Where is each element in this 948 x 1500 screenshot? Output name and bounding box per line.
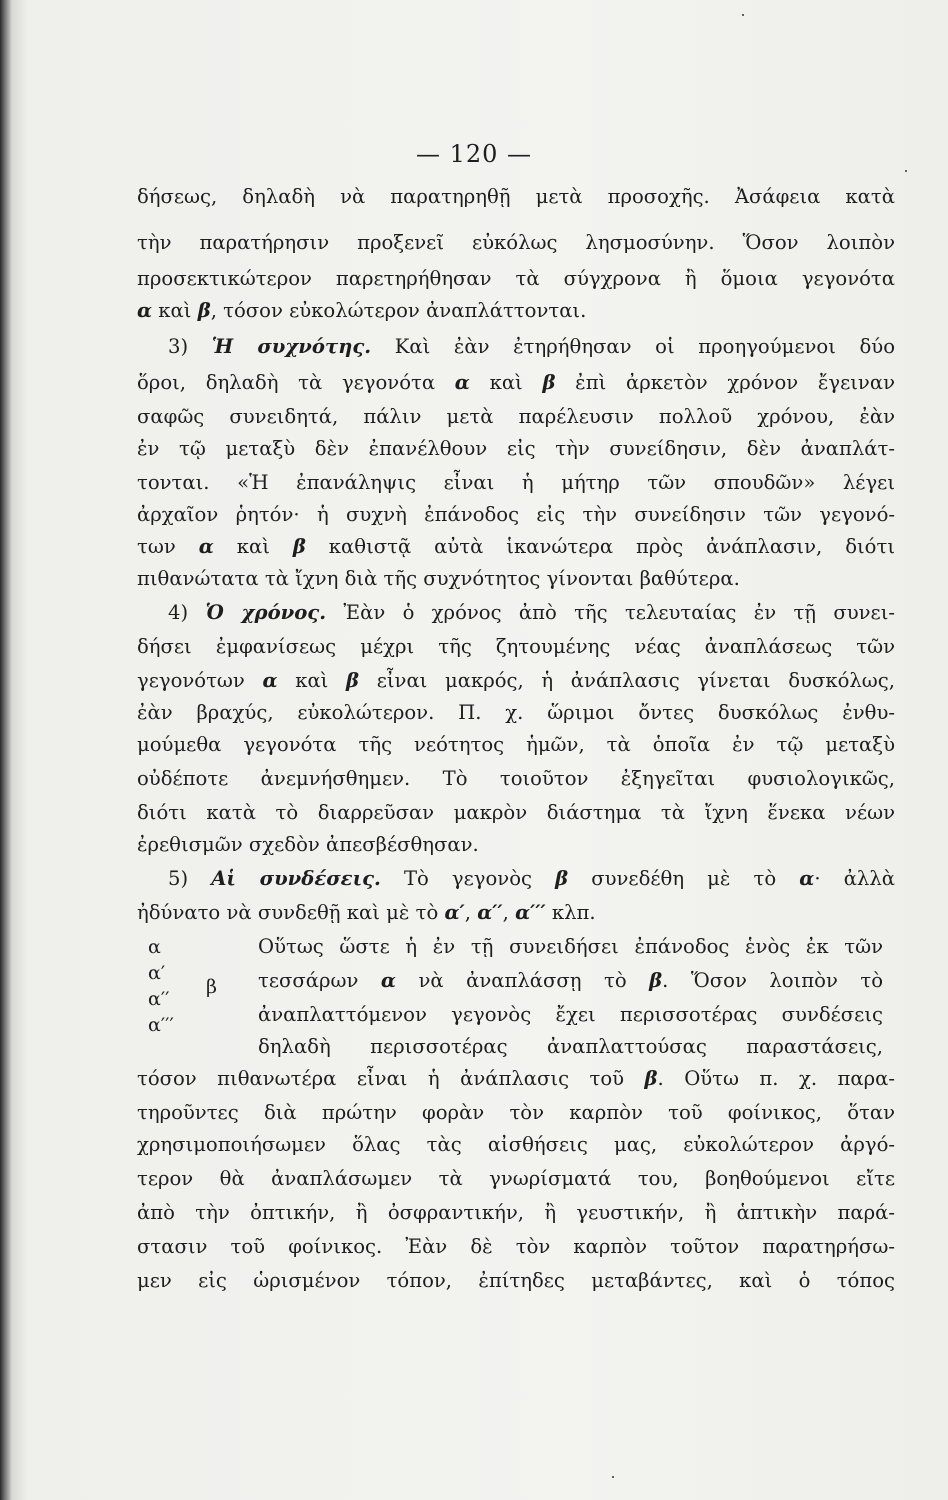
text-line: ἀρχαῖον ῥητόν· ἡ συχνὴ ἐπάνοδος εἰς τὴν συνείδησιν τῶν γεγονό-	[137, 503, 895, 526]
text-line: ἐρεθισμῶν σχεδὸν ἀπεσβέσθησαν.	[137, 833, 479, 856]
text-line: τερον θὰ ἀναπλάσωμεν τὰ γνωρίσματά του, βοηθούμενοι εἴτε	[137, 1167, 895, 1190]
diagram-a2: α′	[148, 962, 166, 984]
text-line: στασιν τοῦ φοίνικος. Ἐὰν δὲ τὸν καρπὸν τοῦτον παρατηρήσω-	[137, 1235, 895, 1258]
text-line: ἀπὸ τὴν ὀπτικήν, ἢ ὀσφραντικήν, ἢ γευστικήν, ἢ ἁπτικὴν παρά-	[137, 1201, 895, 1224]
text-line: α καὶ β, τόσον εὐκολώτερον ἀναπλάττονται.	[137, 299, 587, 322]
text-line: ἐὰν βραχύς, εὐκολώτερον. Π. χ. ὥριμοι ὄντες δυσκόλως ἐνθυ-	[137, 701, 895, 724]
text-line: σαφῶς συνειδητά, πάλιν μετὰ παρέλευσιν πολλοῦ χρόνου, ἐὰν	[137, 405, 895, 428]
text-line: ἐν τῷ μεταξὺ δὲν ἐπανέλθουν εἰς τὴν συνείδησιν, δὲν ἀναπλάτ-	[137, 437, 895, 460]
scan-speck	[742, 14, 744, 16]
page-number: — 120 —	[415, 140, 533, 168]
text-line: δήσεως, δηλαδὴ νὰ παρατηρηθῇ μετὰ προσοχῆς. Ἀσάφεια κατὰ	[137, 185, 895, 208]
diagram-a1: α	[148, 936, 161, 958]
section-3-title: Ἡ συχνότης.	[211, 335, 372, 358]
diagram-b: β	[206, 976, 217, 998]
text-line: πιθανώτατα τὰ ἴχνη διὰ τῆς συχνότητος γίνονται βαθύτερα.	[137, 567, 740, 590]
text-line: Οὕτως ὥστε ἡ ἐν τῇ συνειδήσει ἐπάνοδος ἑνὸς ἐκ τῶν	[258, 935, 883, 958]
text-line: προσεκτικώτερον παρετηρήθησαν τὰ σύγχρονα ἢ ὅμοια γεγονότα	[137, 267, 895, 290]
text-line: τὴν παρατήρησιν προξενεῖ εὐκόλως λησμοσύνην. Ὅσον λοιπὸν	[137, 231, 895, 254]
text-line: χρησιμοποιήσωμεν ὅλας τὰς αἰσθήσεις μας, εὐκολώτερον ἀργό-	[137, 1133, 895, 1156]
text-line: ὅροι, δηλαδὴ τὰ γεγονότα α καὶ β ἐπὶ ἀρκετὸν χρόνον ἔγειναν	[137, 371, 895, 394]
text-line: δήσει ἐμφανίσεως μέχρι τῆς ζητουμένης νέας ἀναπλάσεως τῶν	[137, 635, 895, 658]
text-line: δηλαδὴ περισσοτέρας ἀναπλαττούσας παραστάσεις,	[258, 1035, 883, 1058]
text-line: διότι κατὰ τὸ διαρρεῦσαν μακρὸν διάστημα τὰ ἴχνη ἕνεκα νέων	[137, 801, 895, 824]
scan-speck	[905, 170, 907, 172]
section-3-heading-line: 3) Ἡ συχνότης. Καὶ ἐὰν ἐτηρήθησαν οἱ προηγούμενοι δύο	[168, 335, 895, 358]
text-line: τηροῦντες διὰ πρώτην φορὰν τὸν καρπὸν τοῦ φοίνικος, ὅταν	[137, 1101, 895, 1124]
diagram-a3: α′′	[148, 988, 170, 1010]
section-4-title: Ὁ χρόνος.	[205, 601, 327, 624]
text-line: τεσσάρων α νὰ ἀναπλάσσῃ τὸ β. Ὅσον λοιπὸν τὸ	[258, 969, 883, 992]
text-line: ἠδύνατο νὰ συνδεθῇ καὶ μὲ τὸ α′, α′′, α′′′ κλπ.	[137, 901, 596, 924]
section-4-heading-line: 4) Ὁ χρόνος. Ἐὰν ὁ χρόνος ἀπὸ τῆς τελευταίας ἐν τῇ συνει-	[168, 601, 895, 624]
text-line: οὐδέποτε ἀνεμνήσθημεν. Τὸ τοιοῦτον ἐξηγεῖται φυσιολογικῶς,	[137, 767, 895, 790]
scan-speck	[612, 1476, 614, 1478]
text-line: μεν εἰς ὡρισμένον τόπον, ἐπίτηδες μεταβάντες, καὶ ὁ τόπος	[137, 1269, 895, 1292]
diagram-a4: α′′′	[148, 1014, 174, 1036]
text-line: τόσον πιθανωτέρα εἶναι ἡ ἀνάπλασις τοῦ β. Οὕτω π. χ. παρα-	[137, 1067, 895, 1090]
text-line: τονται. «Ἡ ἐπανάληψις εἶναι ἡ μήτηρ τῶν σπουδῶν» λέγει	[137, 471, 895, 494]
text-line: μούμεθα γεγονότα τῆς νεότητος ἡμῶν, τὰ ὁποῖα ἐν τῷ μεταξὺ	[137, 733, 895, 756]
section-5-heading-line: 5) Αἱ συνδέσεις. Τὸ γεγονὸς β συνεδέθη μὲ τὸ α· ἀλλὰ	[168, 867, 895, 890]
text-line: των α καὶ β καθιστᾷ αὐτὰ ἱκανώτερα πρὸς ἀνάπλασιν, διότι	[137, 535, 895, 558]
text-line: γεγονότων α καὶ β εἶναι μακρός, ἡ ἀνάπλασις γίνεται δυσκόλως,	[137, 669, 895, 692]
section-5-title: Αἱ συνδέσεις.	[211, 867, 381, 890]
text-line: ἀναπλαττόμενον γεγονὸς ἔχει περισσοτέρας συνδέσεις	[258, 1003, 883, 1026]
